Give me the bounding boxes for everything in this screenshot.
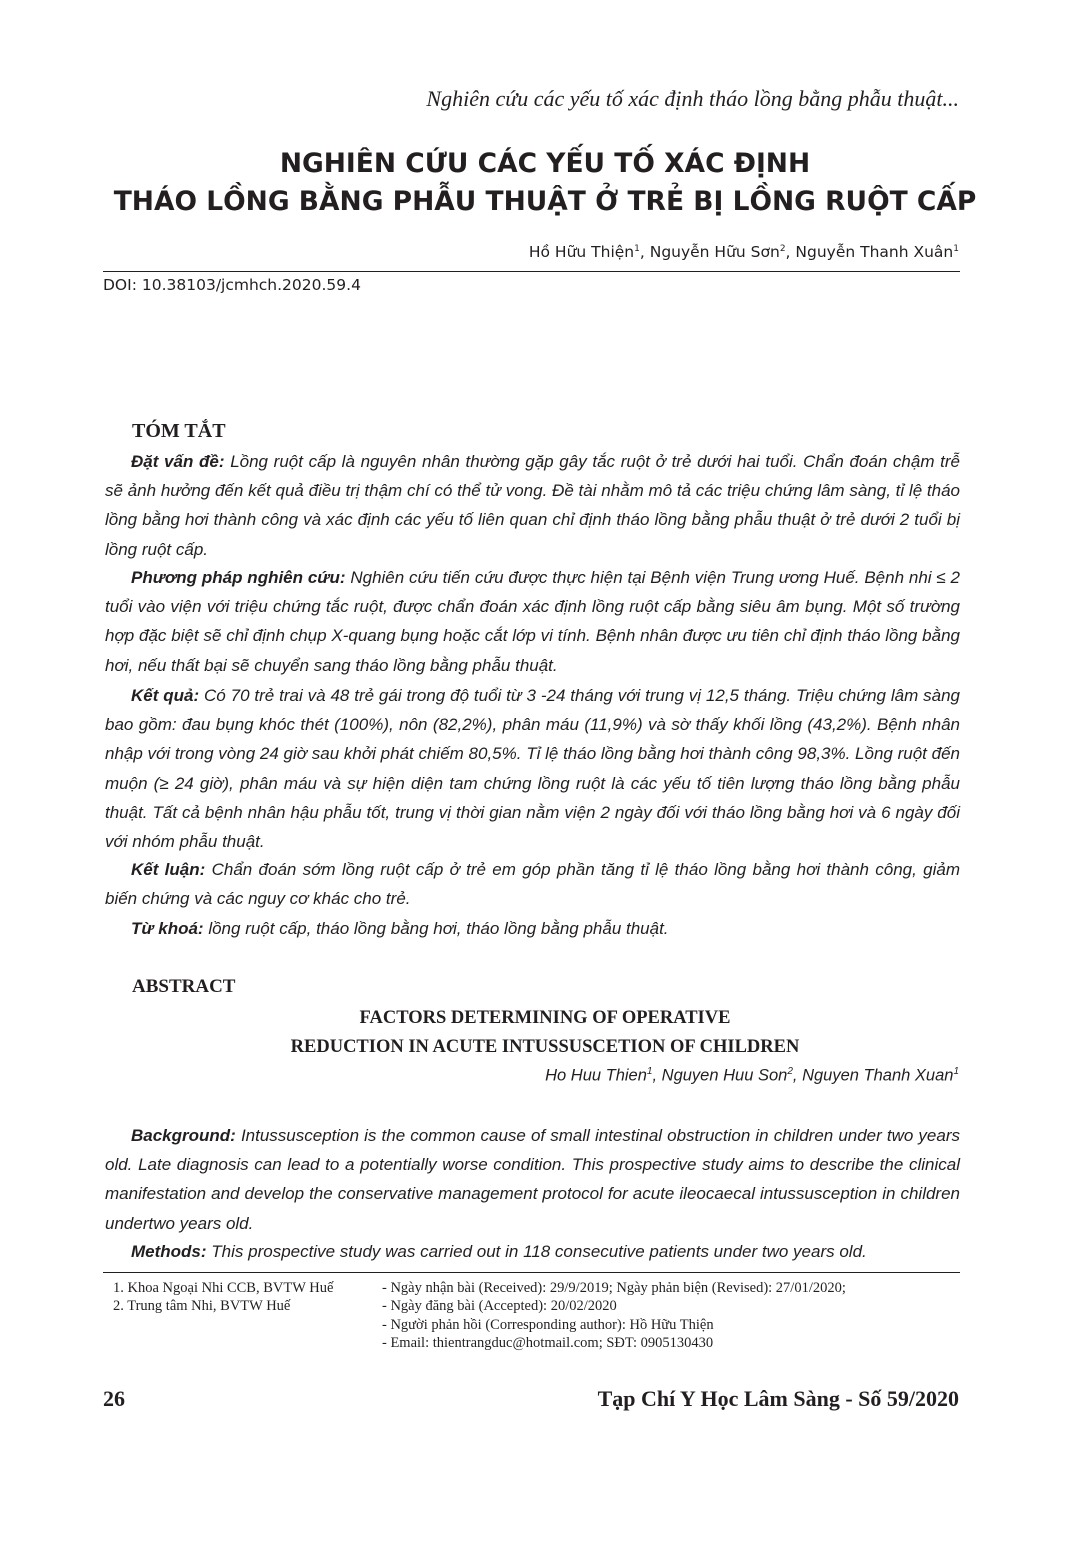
paragraph-text: Intussusception is the common cause of small intestinal obstruction in children under two years old. Late diagnosis can lead to a potentially worse condition. This prospective study aims to describe the clinical manifestation and develop the conservative management protocol for acute ileocaecal intussusception in children undertwo years old. xyxy=(105,1126,960,1233)
author-affiliation-mark: 1 xyxy=(646,1066,653,1077)
affiliation-line: 2. Trung tâm Nhi, BVTW Huế xyxy=(113,1298,291,1315)
info-line-corresponding: - Người phản hồi (Corresponding author): Hồ Hữu Thiện xyxy=(382,1316,714,1333)
author-name: Hồ Hữu Thiện xyxy=(528,243,635,261)
title-vi-line-2: THÁO LỒNG BẰNG PHẪU THUẬT Ở TRẺ BỊ LỒNG RUỘT CẤP xyxy=(113,186,977,217)
paragraph-text: Có 70 trẻ trai và 48 trẻ gái trong độ tuổi từ 3 -24 tháng với trung vị 12,5 tháng. Triệu chứng lâm sàng bao gồm: đau bụng khóc thét (100%), nôn (82,2%), phân máu (11,9%) và sờ thấy khối lồng (43,2%). Bệnh nhân nhập với trong vòng 24 giờ sau khởi phát chiếm 80,5%. Tỉ lệ tháo lồng bằng hơi thành công 98,3%. Lồng ruột đến muộn (≥ 24 giờ), phân máu và sự hiện diện tam chứng lồng ruột là các yếu tố tiên lượng tháo lồng bằng phẫu thuật. Tất cả bệnh nhân hậu phẫu tốt, trung vị thời gian nằm viện 2 ngày đối với tháo lồng bằng hơi và 6 ngày đối với nhóm phẫu thuật. xyxy=(105,686,960,852)
author-separator: , xyxy=(639,243,650,261)
info-line-accepted: - Ngày đăng bài (Accepted): 20/02/2020 xyxy=(382,1298,617,1315)
summary-paragraph-background xyxy=(105,447,960,564)
running-header: Nghiên cứu các yếu tố xác định tháo lồng bằng phẫu thuật... xyxy=(426,86,959,111)
paragraph-label: Phương pháp nghiên cứu: xyxy=(131,568,346,587)
author-affiliation-mark: 1 xyxy=(953,1066,959,1077)
paragraph-text: Chẩn đoán sớm lồng ruột cấp ở trẻ em góp phần tăng tỉ lệ tháo lồng bằng hơi thành công, giảm biến chứng và các nguy cơ khác cho trẻ. xyxy=(105,860,960,909)
paragraph-text: Nghiên cứu tiến cứu được thực hiện tại Bệnh viện Trung ương Huế. Bệnh nhi ≤ 2 tuổi vào viện với triệu chứng tắc ruột, được chẩn đoán xác định lồng ruột cấp bằng siêu âm bụng. Một số trường hợp đặc biệt sẽ chỉ định chụp X-quang bụng hoặc cắt lớp vi tính. Bệnh nhân được ưu tiên chỉ định tháo lồng bằng hơi, nếu thất bại sẽ chuyển sang tháo lồng bằng phẫu thuật. xyxy=(105,568,960,675)
paragraph-label: Background: xyxy=(131,1126,236,1145)
doi-link[interactable]: DOI: 10.38103/jcmhch.2020.59.4 xyxy=(103,276,361,294)
info-line-dates: - Ngày nhận bài (Received): 29/9/2019; Ngày phản biện (Revised): 27/01/2020; xyxy=(382,1280,846,1296)
info-line-contact: - Email: thientrangduc@hotmail.com; SĐT: 0905130430 xyxy=(382,1334,714,1351)
author-separator: , xyxy=(652,1066,662,1085)
footnote-affiliations xyxy=(113,1279,333,1316)
summary-paragraph-methods xyxy=(105,563,960,680)
author-affiliation-mark: 2 xyxy=(779,243,786,254)
page-number: 26 xyxy=(103,1386,125,1411)
article-title-english xyxy=(100,1004,990,1062)
author-list-english xyxy=(545,1066,959,1086)
article-title-vietnamese xyxy=(100,145,990,221)
abstract-heading: ABSTRACT xyxy=(132,976,236,997)
abstract-paragraph-methods xyxy=(105,1237,960,1266)
paragraph-text: lồng ruột cấp, tháo lồng bằng hơi, tháo lồng bằng phẫu thuật. xyxy=(208,919,669,938)
header-divider xyxy=(103,271,960,272)
summary-paragraph-results xyxy=(105,681,960,856)
footnote-divider xyxy=(103,1272,960,1273)
paragraph-label: Methods: xyxy=(131,1242,207,1261)
author-name: Nguyen Thanh Xuan xyxy=(802,1066,954,1085)
paragraph-text: Lồng ruột cấp là nguyên nhân thường gặp gây tắc ruột ở trẻ dưới hai tuổi. Chẩn đoán chậm trễ sẽ ảnh hưởng đến kết quả điều trị thậm chí có thể tử vong. Đề tài nhằm mô tả các triệu chứng lâm sàng, tỉ lệ tháo lồng bằng hơi thành công và xác định các yếu tố liên quan chỉ định tháo lồng bằng phẫu thuật ở trẻ dưới 2 tuổi bị lồng ruột cấp. xyxy=(105,452,960,559)
paragraph-label: Kết quả: xyxy=(131,686,200,705)
author-name: Ho Huu Thien xyxy=(545,1066,647,1085)
title-en-line-2: REDUCTION IN ACUTE INTUSSUSCETION OF CHILDREN xyxy=(290,1037,800,1057)
author-affiliation-mark: 2 xyxy=(787,1066,793,1077)
paragraph-label: Từ khoá: xyxy=(131,919,204,938)
title-vi-line-1: NGHIÊN CỨU CÁC YẾU TỐ XÁC ĐỊNH xyxy=(279,148,811,179)
paragraph-text: This prospective study was carried out in 118 consecutive patients under two years old. xyxy=(211,1242,867,1261)
author-separator: , xyxy=(792,1066,803,1085)
author-affiliation-mark: 1 xyxy=(953,243,959,254)
author-list-vietnamese xyxy=(529,243,959,261)
author-separator: , xyxy=(785,243,796,261)
title-en-line-1: FACTORS DETERMINING OF OPERATIVE xyxy=(359,1008,731,1028)
summary-heading: TÓM TẮT xyxy=(132,420,226,442)
author-name: Nguyen Huu Son xyxy=(661,1066,788,1085)
summary-paragraph-conclusion xyxy=(105,855,960,913)
footnote-article-info xyxy=(382,1279,846,1352)
author-affiliation-mark: 1 xyxy=(634,243,640,254)
paragraph-label: Đặt vấn đề: xyxy=(131,452,225,471)
affiliation-line: 1. Khoa Ngoại Nhi CCB, BVTW Huế xyxy=(113,1280,334,1296)
paragraph-label: Kết luận: xyxy=(131,860,206,879)
journal-footer: Tạp Chí Y Học Lâm Sàng - Số 59/2020 xyxy=(597,1386,959,1411)
author-name: Nguyễn Hữu Sơn xyxy=(649,243,780,261)
summary-keywords xyxy=(105,914,960,943)
abstract-paragraph-background xyxy=(105,1121,960,1238)
author-name: Nguyễn Thanh Xuân xyxy=(795,243,954,261)
